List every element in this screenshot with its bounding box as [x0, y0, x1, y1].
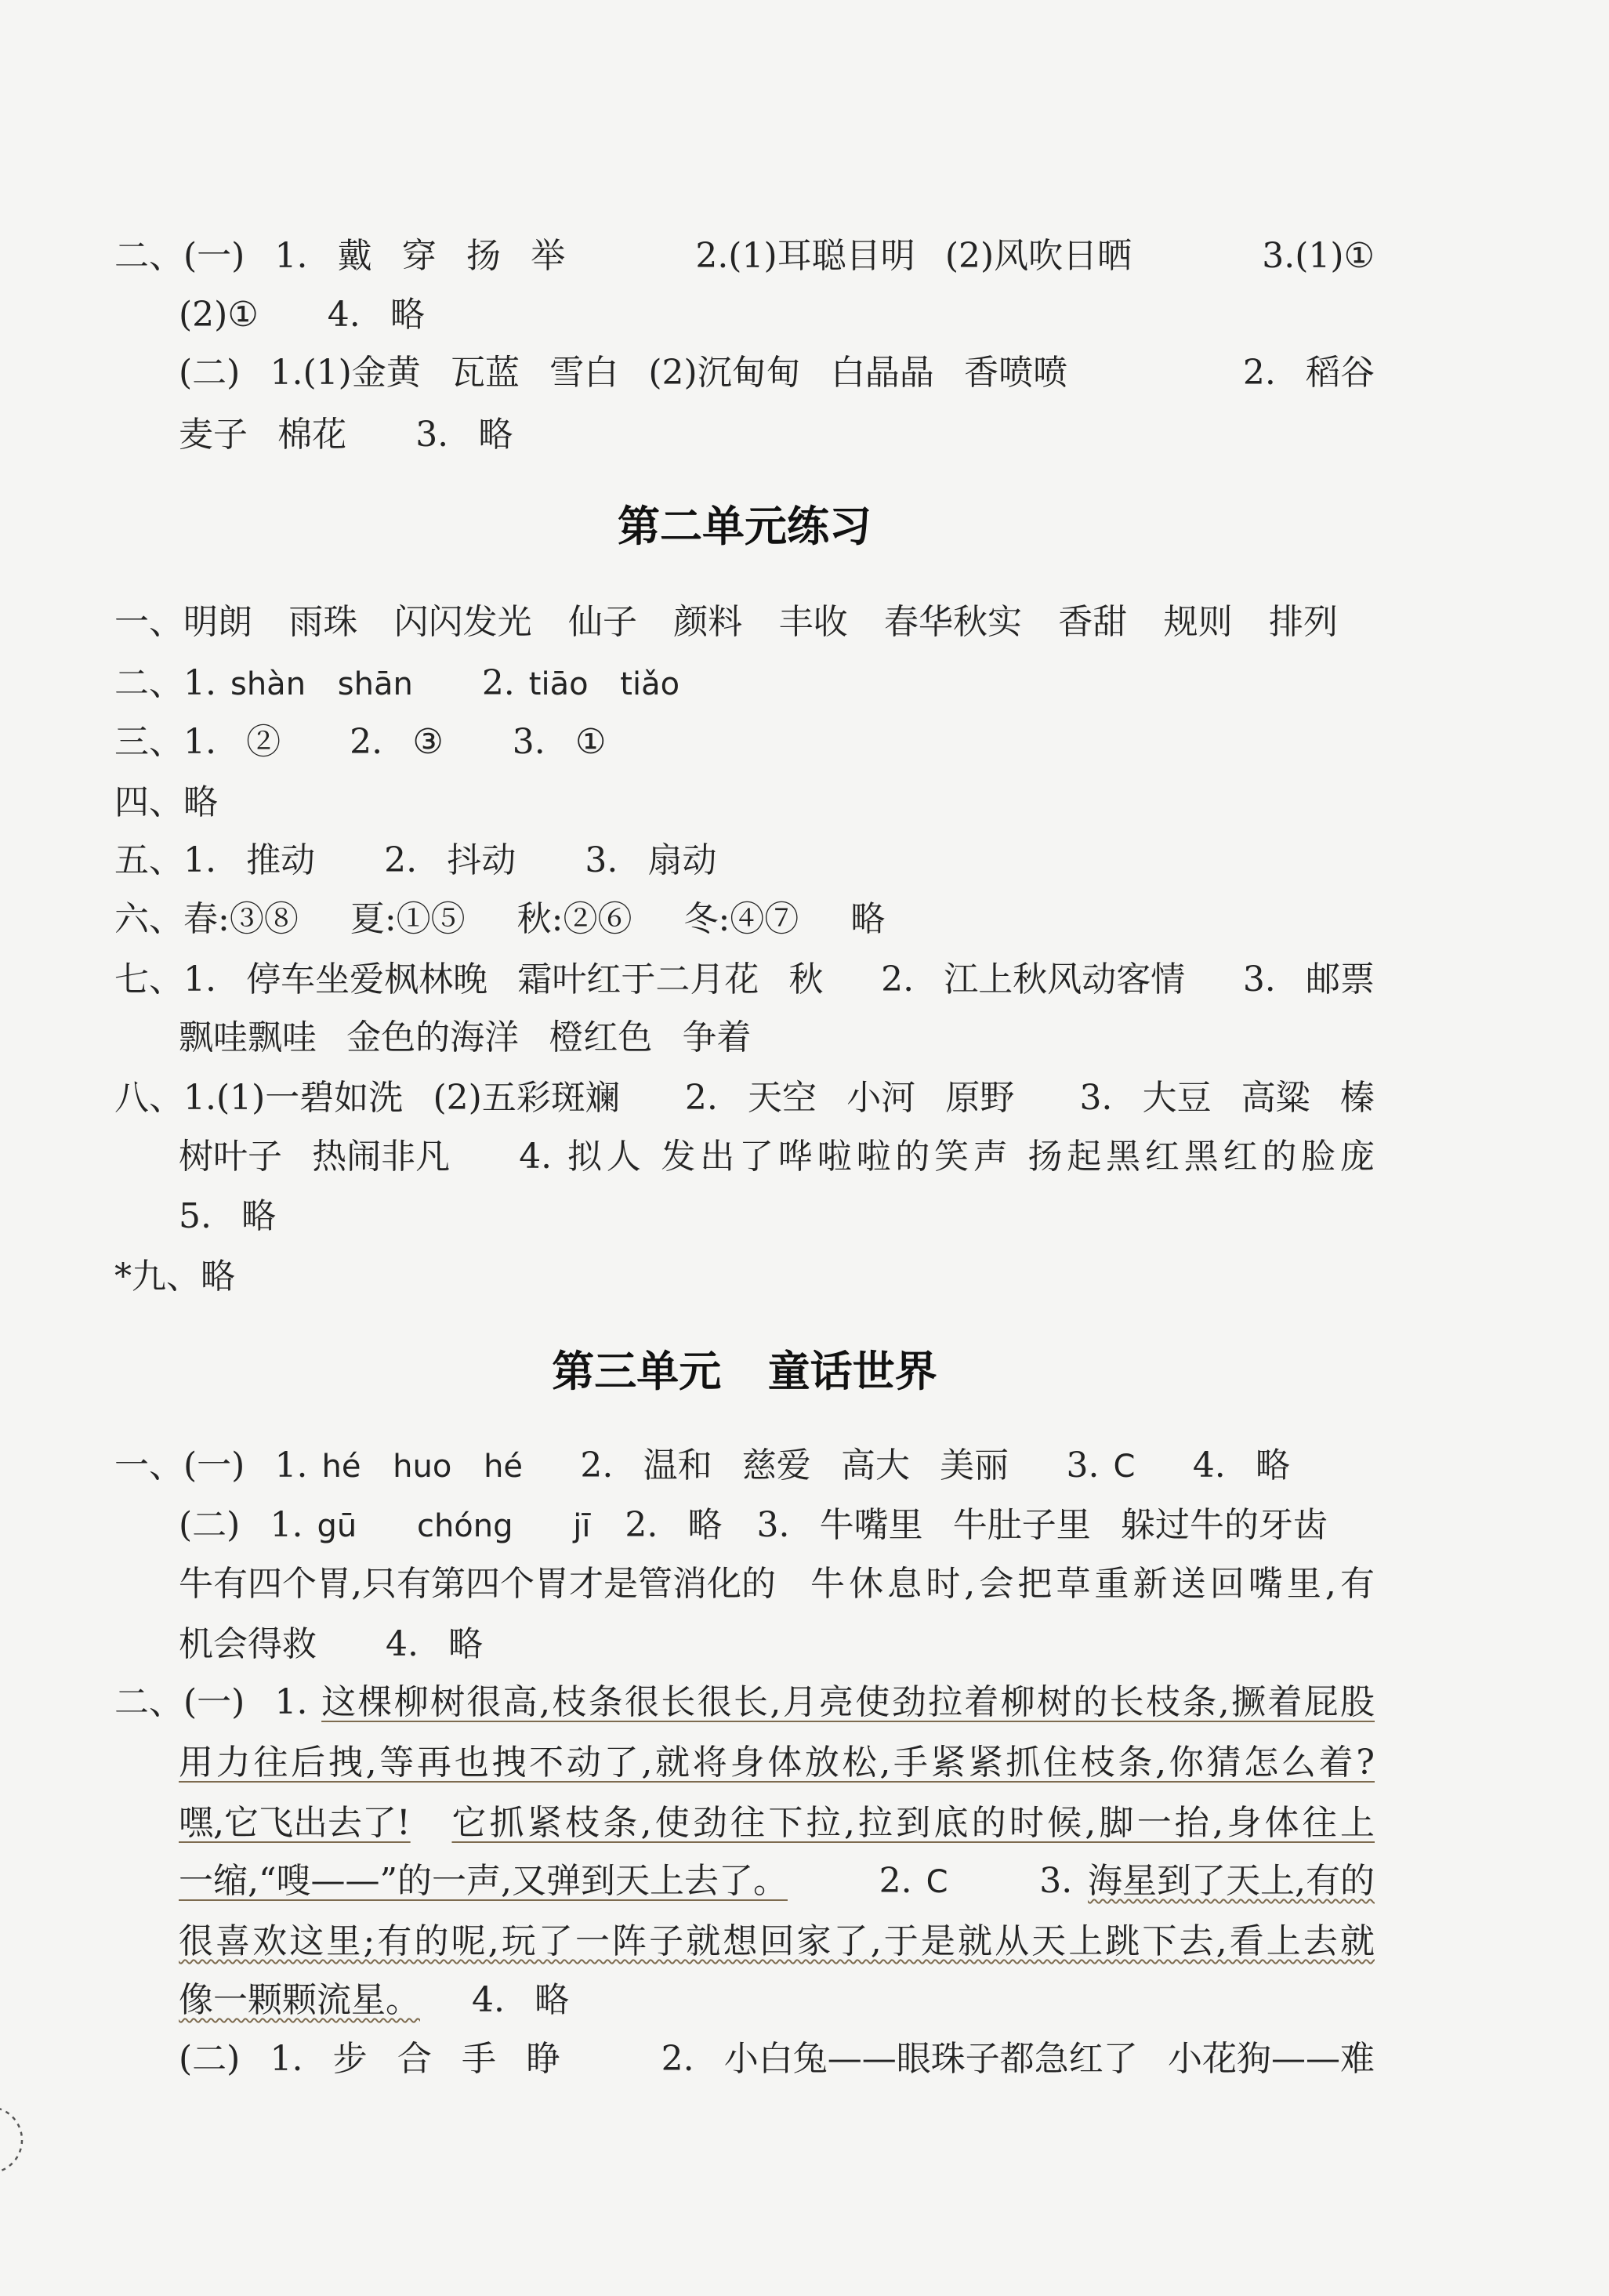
answer-group	[114, 660, 413, 708]
pinyin-text: tiāo tiǎo	[528, 666, 680, 702]
answer-text: 雨珠	[288, 602, 358, 642]
choice-letter: C	[1113, 1449, 1136, 1485]
answer-text: 颜料	[673, 602, 743, 642]
unit-heading: 第二单元练习	[618, 502, 872, 551]
answer-text: 牛休息时,会把草重新送回嘴里,有	[810, 1564, 1375, 1604]
answer-line	[179, 350, 1375, 397]
answer-text: (二) 1. 步 合 手 睁	[179, 2039, 561, 2079]
answer-text: 树叶子 热闹非凡	[179, 1137, 451, 1177]
pinyin-text: hé huo hé	[321, 1449, 524, 1485]
answer-text: 2. 抖动	[384, 840, 516, 880]
answer-text: 2.(1)耳聪目明 (2)风吹日晒	[695, 236, 1132, 276]
wavy-underlined-answer: 海星到了天上,有的	[1087, 1861, 1375, 1901]
answer-text: 规则	[1163, 602, 1233, 642]
answer-text: 仙子	[567, 602, 637, 642]
answer-text: 4. 略	[472, 1980, 570, 2020]
answer-text: 二、(一) 1. 戴 穿 扬 举	[114, 236, 566, 276]
answer-group	[879, 1858, 948, 1906]
answer-line	[114, 896, 885, 943]
answer-text: 5. 略	[179, 1196, 277, 1236]
answer-line	[179, 2036, 1375, 2083]
answer-text: 四、略	[114, 782, 218, 822]
underlined-answer: 用力往后拽,等再也拽不动了,就将身体放松,手紧紧抓住枝条,你猜怎么着?	[179, 1743, 1375, 1783]
answer-line	[114, 719, 606, 766]
answer-group	[1039, 1858, 1375, 1905]
answer-text: 秋:②⑥	[516, 899, 632, 939]
answer-text: (二) 1.(1)金黄 瓦蓝 雪白 (2)沉甸甸 白晶晶 香喷喷	[179, 353, 1068, 393]
answer-line	[114, 660, 679, 707]
answer-text: 2.	[481, 663, 515, 703]
answer-text: 3.(1)①	[1262, 236, 1375, 276]
answer-text: 丰收	[778, 602, 848, 642]
answer-text: 夏:①⑤	[350, 899, 466, 939]
answer-text: 七、1. 停车坐爱枫林晚 霜叶红于二月花 秋	[114, 959, 824, 999]
binding-hole-mark	[0, 2093, 31, 2187]
unit-heading	[114, 1344, 1375, 1399]
answer-text: 二、(一) 1.	[114, 1682, 308, 1722]
answer-text: 2. 天空 小河 原野	[684, 1078, 1015, 1118]
answer-text: 2. 略	[625, 1505, 723, 1545]
underlined-answer: 它抓紧枝条,使劲往下拉,拉到底的时候,脚一抬,身体往上	[451, 1803, 1375, 1843]
answer-text: 一、明朗	[114, 602, 252, 642]
answer-text: 春华秋实	[883, 602, 1022, 642]
pinyin-text: shàn shān	[230, 666, 413, 702]
answer-text: 略	[850, 899, 886, 939]
pinyin-text: gū chóng jī	[317, 1508, 591, 1544]
answer-group	[179, 1502, 590, 1550]
answer-text: 二、1.	[114, 663, 216, 703]
answer-text: 4. 略	[386, 1624, 484, 1664]
answer-text: 排列	[1268, 602, 1338, 642]
answer-line	[114, 1075, 1375, 1122]
answer-group	[1067, 1442, 1136, 1490]
answer-line	[179, 292, 425, 339]
answer-text: 六、春:③⑧	[114, 899, 299, 939]
unit-heading-title: 童话世界	[767, 1347, 937, 1396]
answer-text: 2. 小白兔——眼珠子都急红了 小花狗——难	[661, 2039, 1375, 2079]
answer-line	[179, 1800, 1375, 1847]
answer-text: 4. 略	[1192, 1445, 1290, 1485]
answer-text: 2. 温和 慈爱 高大 美丽	[580, 1445, 1009, 1485]
unit-heading-number: 第三单元	[552, 1347, 722, 1396]
answer-text: 2. ③	[350, 722, 444, 762]
answer-line	[114, 837, 717, 884]
answer-text: 机会得救	[179, 1624, 317, 1664]
answer-group	[114, 1442, 523, 1490]
answer-text: 3. ①	[512, 722, 607, 762]
answer-text: 2. 江上秋风动客情	[881, 959, 1186, 999]
answer-text: 4. 拟人 发出了哗啦啦的笑声 扬起黑红黑红的脸庞	[519, 1137, 1375, 1177]
answer-text: 3. 牛嘴里 牛肚子里 躲过牛的牙齿	[756, 1505, 1328, 1545]
answer-text: 3. 略	[415, 415, 513, 455]
answer-text: 2. 稻谷	[1242, 353, 1375, 393]
answer-line	[179, 1561, 1375, 1608]
answer-text: 3.	[1066, 1445, 1100, 1485]
underlined-answer: 嘿,它飞出去了!	[179, 1803, 411, 1843]
answer-line	[179, 1502, 1328, 1549]
answer-line	[114, 1253, 235, 1300]
answer-line	[114, 956, 1375, 1003]
answer-line	[179, 1858, 1375, 1905]
wavy-underlined-answer: 很喜欢这里;有的呢,玩了一阵子就想回家了,于是就从天上跳下去,看上去就	[179, 1921, 1375, 1961]
answer-text: *九、略	[114, 1257, 235, 1297]
answer-text: 一、(一) 1.	[114, 1445, 308, 1485]
underlined-answer: 这棵柳树很高,枝条很长很长,月亮使劲拉着柳树的长枝条,撅着屁股	[321, 1682, 1375, 1722]
answer-line	[114, 599, 1338, 646]
answer-line	[114, 1442, 1290, 1489]
answer-line	[179, 1977, 569, 2024]
answer-line	[179, 1621, 483, 1668]
answer-line	[179, 1133, 1375, 1181]
wavy-underlined-answer: 像一颗颗流星。	[179, 1980, 420, 2020]
answer-text: 麦子 棉花	[179, 415, 347, 455]
answer-line	[179, 412, 513, 459]
answer-line	[114, 233, 1375, 280]
answer-line	[179, 1739, 1375, 1786]
answer-text: 3. 邮票	[1242, 959, 1375, 999]
answer-text: 4. 略	[327, 295, 425, 335]
answer-line	[114, 1679, 1375, 1726]
choice-letter: C	[926, 1864, 948, 1900]
answer-text: 三、1. ②	[114, 722, 281, 762]
answer-text: (2)①	[179, 295, 259, 335]
answer-text: 香甜	[1058, 602, 1128, 642]
answer-line	[179, 1918, 1375, 1965]
answer-text: 五、1. 推动	[114, 840, 316, 880]
answer-text: 飘哇飘哇 金色的海洋 橙红色 争着	[179, 1017, 752, 1057]
answer-line	[114, 779, 218, 826]
answer-text: 3. 大豆 高粱 榛	[1079, 1078, 1375, 1118]
answer-line	[179, 1193, 276, 1240]
answer-text: 3.	[1039, 1861, 1073, 1901]
answer-text: 冬:④⑦	[683, 899, 799, 939]
answer-text: 3. 扇动	[585, 840, 717, 880]
answer-text: 闪闪发光	[393, 602, 532, 642]
answer-text: (二) 1.	[179, 1505, 303, 1545]
answer-line	[179, 1014, 752, 1061]
answer-text: 八、1.(1)一碧如洗 (2)五彩斑斓	[114, 1078, 620, 1118]
answer-text: 牛有四个胃,只有第四个胃才是管消化的	[179, 1564, 776, 1604]
answer-group	[482, 660, 679, 708]
underlined-answer: 一缩,“嗖——”的一声,又弹到天上去了。	[179, 1861, 788, 1901]
answer-text: 2.	[879, 1861, 912, 1901]
